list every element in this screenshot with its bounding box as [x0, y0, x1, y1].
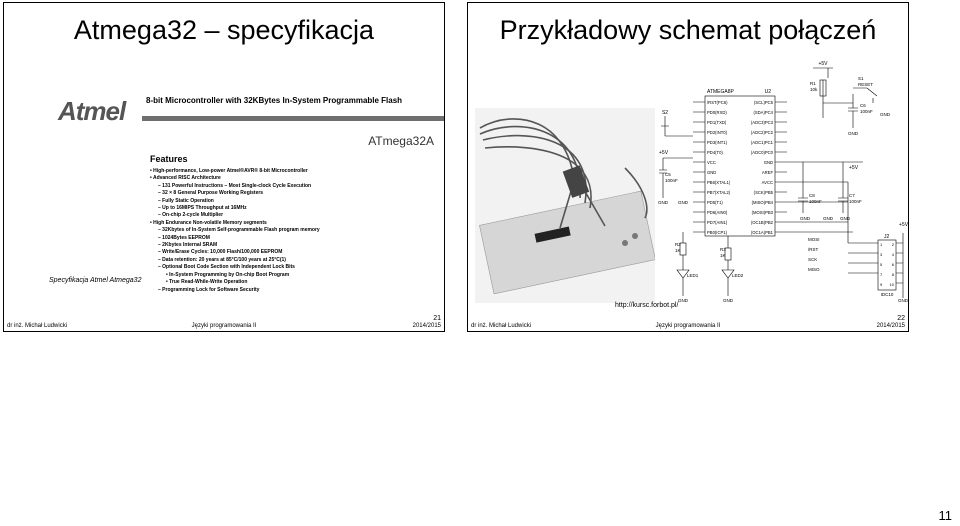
- schematic-diagram: [653, 58, 908, 308]
- vcc-label: +5V: [899, 222, 908, 228]
- chip-pin-label: (ADC3)PC3: [750, 120, 773, 125]
- connector-pin-number: 3: [880, 252, 883, 257]
- gnd-label: GND: [880, 112, 890, 117]
- chip-pin-label: GND: [763, 160, 773, 165]
- chip-pin-label: (ADC1)PC1: [750, 140, 773, 145]
- gnd-label: GND: [840, 216, 850, 221]
- connector-pin-number: 4: [891, 252, 894, 257]
- capacitor-label: C6: [860, 103, 866, 108]
- feature-item: – 1024Bytes EEPROM: [158, 234, 210, 241]
- chip-pin-label: PD5(T1): [707, 200, 723, 205]
- gnd-label: GND: [898, 298, 908, 303]
- chip-pin-label: (ADC2)PC2: [750, 130, 773, 135]
- chip-pin-label: PD3(INT1): [707, 140, 728, 145]
- slide-title: Atmega32 – specyfikacja: [73, 15, 375, 45]
- connector-pin-number: 1: [880, 242, 883, 247]
- connector-pin-number: 9: [880, 282, 883, 287]
- slide-22: [467, 2, 909, 332]
- chip-pin-label: /RST(PC6): [707, 100, 728, 105]
- connector-pin-number: 2: [891, 242, 894, 247]
- resistor-label: R1: [810, 81, 816, 86]
- chip-pin-label: (OC1B)PB2: [750, 220, 773, 225]
- footer-course: Języki programowania II: [655, 323, 721, 329]
- switch-name: RESET: [858, 82, 874, 87]
- connector-pin-number: 8: [891, 272, 894, 277]
- feature-item: • High Endurance Non-volatile Memory segments: [150, 219, 267, 226]
- feature-item: – 131 Powerful Instructions – Most Single-clock Cycle Execution: [158, 182, 312, 189]
- feature-item: – Optional Boot Code Section with Independent Lock Bits: [158, 264, 295, 271]
- led-label: LED1: [687, 273, 699, 278]
- led: [632, 233, 638, 239]
- resistor-value: 1K: [675, 248, 681, 253]
- chip-pin-label: AREF: [761, 170, 773, 175]
- chip-pin-label: PB0(ICP1): [707, 230, 728, 235]
- footer-author: dr inż. Michał Ludwicki: [7, 323, 68, 329]
- features-list: [150, 168, 320, 294]
- connector-pin-number: 5: [880, 262, 883, 267]
- chip-pin-label: PB6(XTAL1): [707, 180, 731, 185]
- capacitor-label: C7: [849, 193, 855, 198]
- feature-item: • In-System Programming by On-chip Boot Program: [166, 271, 290, 278]
- vcc-label: +5V: [849, 165, 859, 171]
- capacitor-value: 100nF: [809, 199, 822, 204]
- gnd-label: GND: [658, 200, 668, 205]
- led: [622, 240, 628, 246]
- chip-pin-label: GND: [707, 170, 717, 175]
- resistor-value: 1K: [720, 253, 726, 258]
- chip-pin-label: (MOSI)PB3: [751, 210, 773, 215]
- chip-name: ATMEGA8P: [707, 89, 734, 95]
- feature-item: • High-performance, Low-power Atmel®AVR® 8-bit Microcontroller: [150, 168, 308, 174]
- connector-label: J2: [884, 234, 890, 240]
- chip-pin-label: PB7(XTAL2): [707, 190, 731, 195]
- capacitor-value: 100nF: [665, 178, 678, 183]
- slide-number: 21: [433, 315, 441, 322]
- capacitor-value: 100nF: [849, 199, 862, 204]
- chip-pin-label: AVCC: [761, 180, 773, 185]
- isp-signal-label: MOSI: [808, 237, 820, 242]
- feature-item: • True Read-While-Write Operation: [166, 279, 248, 286]
- source-url: http://kursc.forbot.pl/: [615, 302, 679, 309]
- resistor-label: R2: [675, 242, 681, 247]
- slide-number: 22: [897, 315, 905, 322]
- header-rule: [142, 116, 444, 121]
- capacitor-label: C8: [809, 193, 815, 198]
- resistor-label: R3: [720, 247, 726, 252]
- footer-course: Języki programowania II: [191, 323, 257, 329]
- schematic-lines: [659, 68, 903, 298]
- datasheet-excerpt: [54, 90, 444, 293]
- slide-title: Przykładowy schemat połączeń: [499, 15, 877, 45]
- chip-pin-label: (MISO)PB4: [751, 200, 773, 205]
- feature-item: – Fully Static Operation: [158, 197, 214, 204]
- capacitor-value: 100nF: [860, 109, 873, 114]
- connector-pin-number: 7: [880, 272, 883, 277]
- vcc-label: +5V: [818, 61, 828, 67]
- feature-item: – Programming Lock for Software Security: [158, 286, 260, 293]
- features-heading: Features: [150, 154, 188, 164]
- breadboard-photo: [475, 108, 655, 303]
- feature-item: – Up to 16MIPS Throughput at 16MHz: [158, 205, 247, 212]
- atmel-logo: Atmel: [58, 96, 126, 126]
- feature-item: • Advanced RISC Architecture: [150, 175, 221, 182]
- feature-item: – 32Kbytes of In-System Self-programmable Flash program memory: [158, 227, 320, 234]
- feature-item: – 2Kbytes Internal SRAM: [158, 242, 218, 249]
- gnd-label: GND: [848, 131, 858, 136]
- feature-item: – Data retention: 20 years at 85°C/100 years at 25°C(1): [158, 256, 286, 263]
- isp-signal-label: SCK: [808, 257, 818, 262]
- chip-pin-label: (ADC0)PC0: [750, 150, 773, 155]
- gnd-label: GND: [823, 216, 833, 221]
- capacitor-label: C5: [665, 172, 671, 177]
- gnd-label: GND: [723, 298, 733, 303]
- switch-label: S1: [858, 76, 864, 81]
- chip-body: [705, 96, 775, 236]
- feature-item: – 32 × 8 General Purpose Working Registers: [158, 190, 264, 197]
- page-number: 11: [938, 508, 952, 523]
- datasheet-header: 8-bit Microcontroller with 32KBytes In-System Programmable Flash: [146, 96, 403, 105]
- connector-pin-number: 6: [891, 262, 894, 267]
- chip-pin-label: PD4(T0): [707, 150, 723, 155]
- footer-author: dr inż. Michał Ludwicki: [471, 323, 532, 329]
- slide-21: [3, 2, 445, 332]
- switch-label: S2: [661, 110, 669, 116]
- feature-item: – On-chip 2-cycle Multiplier: [158, 212, 224, 219]
- feature-item: – Write/Erase Cycles: 10,000 Flash/100,000 EEPROM: [158, 249, 283, 256]
- part-number: ATmega32A: [368, 134, 434, 148]
- chip-pin-label: (SCK)PB5: [753, 190, 773, 195]
- connector-type: IDC10: [880, 292, 894, 297]
- gnd-label: GND: [678, 200, 688, 205]
- chip-designator: U2: [764, 89, 771, 95]
- slide-footer: [468, 315, 908, 331]
- chip-pin-label: (SCL)PC5: [753, 100, 773, 105]
- chip-pin-label: (OC1A)PB1: [750, 230, 773, 235]
- slide-footer: [4, 315, 444, 331]
- chip-pin-label: PD7(AIN1): [707, 220, 728, 225]
- chip-pin-label: PD1(TXD): [707, 120, 727, 125]
- gnd-label: GND: [678, 298, 688, 303]
- footer-year: 2014/2015: [412, 323, 441, 329]
- chip-pin-label: PD2(INT0): [707, 130, 728, 135]
- isp-signal-label: /RST: [808, 247, 819, 252]
- footer-year: 2014/2015: [876, 323, 905, 329]
- isp-signal-label: MISO: [808, 267, 820, 272]
- connector-pin-number: 10: [889, 282, 894, 287]
- chip-pin-label: (SDA)PC4: [753, 110, 773, 115]
- resistor-value: 10k: [810, 87, 818, 92]
- vcc-label: +5V: [659, 150, 669, 156]
- gnd-label: GND: [800, 216, 810, 221]
- chip-pin-label: PD0(RXD): [707, 110, 727, 115]
- chip-pin-label: VCC: [707, 160, 716, 165]
- chip-pin-label: PD6(AIN0): [707, 210, 728, 215]
- slide-caption: Specyfikacja Atmel Atmega32: [49, 277, 142, 284]
- led-label: LED2: [732, 273, 744, 278]
